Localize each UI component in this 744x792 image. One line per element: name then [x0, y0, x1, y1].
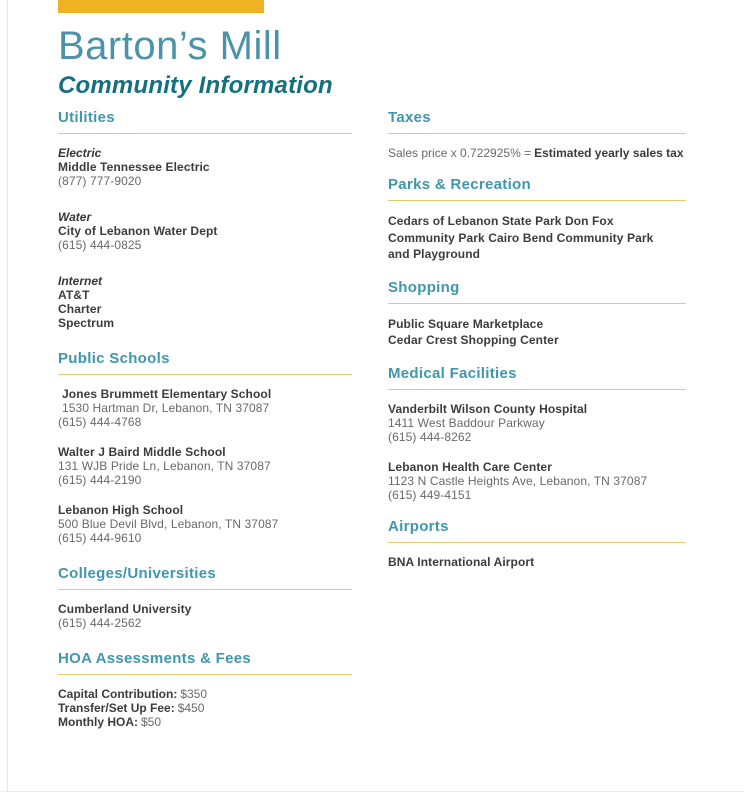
- section-underline: [58, 674, 352, 675]
- parks-heading: Parks & Recreation: [388, 176, 531, 193]
- formula-plain-part: Sales price x 0.722925% =: [388, 146, 532, 160]
- medical-heading: Medical Facilities: [388, 364, 517, 382]
- utilities-heading: Utilities: [58, 109, 115, 126]
- utility-provider-name: City of Lebanon Water Dept: [58, 224, 218, 238]
- section-utilities: [58, 109, 352, 330]
- hoa-heading: HOA Assessments & Fees: [58, 650, 252, 667]
- section-underline: [58, 374, 352, 375]
- fee-value: $350: [180, 687, 208, 701]
- facility-address: 1411 West Baddour Parkway: [388, 415, 545, 430]
- section-underline: [388, 542, 686, 543]
- internet-provider: Charter: [58, 302, 102, 316]
- section-underline: [388, 389, 686, 390]
- school-address: 1530 Hartman Dr, Lebanon, TN 37087: [62, 401, 270, 415]
- medical-content: [388, 402, 686, 502]
- fee-value: $450: [177, 701, 205, 715]
- college-phone: (615) 444-2562: [58, 616, 142, 630]
- fee-label: Capital Contribution:: [58, 687, 178, 701]
- utility-type-label: Water: [58, 210, 92, 224]
- public-schools-heading: Public Schools: [58, 350, 170, 367]
- sales-tax-formula: [388, 146, 686, 160]
- shopping-content: [388, 316, 686, 349]
- school-name: Jones Brummett Elementary School: [62, 387, 272, 401]
- medical-entry: [388, 460, 686, 502]
- school-name: Lebanon High School: [58, 503, 184, 517]
- airports-content: [388, 555, 686, 569]
- content-columns: [58, 109, 686, 729]
- section-shopping: [388, 279, 686, 349]
- facility-name: Lebanon Health Care Center: [388, 459, 552, 474]
- school-name: Walter J Baird Middle School: [58, 445, 226, 459]
- section-underline: [388, 303, 686, 304]
- left-column: [58, 109, 352, 729]
- utilities-content: [58, 146, 352, 330]
- parks-content: [388, 213, 686, 263]
- parks-list-line: Cedars of Lebanon State Park Don Fox: [388, 214, 614, 228]
- utility-electric: [58, 146, 352, 188]
- utility-provider-name: Middle Tennessee Electric: [58, 160, 210, 174]
- fee-label: Monthly HOA:: [58, 715, 138, 729]
- section-medical: [388, 365, 686, 502]
- section-colleges: [58, 565, 352, 630]
- utility-type-label: Internet: [58, 274, 103, 288]
- school-phone: (615) 444-4768: [58, 415, 142, 429]
- section-underline: [58, 589, 352, 590]
- section-underline: [388, 200, 686, 201]
- utility-phone: (615) 444-0825: [58, 238, 142, 252]
- hoa-fee-line: [58, 701, 352, 715]
- public-schools-content: [58, 387, 352, 545]
- hoa-fee-line: [58, 687, 352, 701]
- facility-address: 1123 N Castle Heights Ave, Lebanon, TN 37087: [388, 473, 648, 488]
- section-taxes: [388, 109, 686, 160]
- school-phone: (615) 444-2190: [58, 473, 142, 487]
- facility-phone: (615) 449-4151: [388, 487, 472, 502]
- shopping-heading: Shopping: [388, 278, 460, 296]
- page-title: Barton’s Mill: [58, 24, 282, 68]
- utility-internet: [58, 274, 352, 330]
- accent-bar: [58, 0, 264, 13]
- fee-label: Transfer/Set Up Fee:: [58, 701, 175, 715]
- section-underline: [388, 133, 686, 134]
- colleges-content: [58, 602, 352, 630]
- section-underline: [58, 133, 352, 134]
- school-address: 131 WJB Pride Ln, Lebanon, TN 37087: [58, 459, 271, 473]
- school-entry: [58, 387, 352, 429]
- colleges-heading: Colleges/Universities: [58, 565, 217, 582]
- airports-heading: Airports: [388, 517, 449, 535]
- facility-name: Vanderbilt Wilson County Hospital: [388, 401, 588, 416]
- taxes-heading: Taxes: [388, 109, 431, 126]
- page-subtitle: Community Information: [58, 72, 333, 99]
- school-address: 500 Blue Devil Blvd, Lebanon, TN 37087: [58, 517, 279, 531]
- medical-entry: [388, 402, 686, 444]
- utility-phone: (877) 777-9020: [58, 174, 142, 188]
- parks-list-line: Community Park Cairo Bend Community Park: [388, 230, 654, 245]
- shopping-place: Public Square Marketplace: [388, 316, 544, 331]
- shopping-place: Cedar Crest Shopping Center: [388, 333, 559, 347]
- college-name: Cumberland University: [58, 602, 192, 616]
- school-entry: [58, 445, 352, 487]
- fee-value: $50: [141, 715, 162, 729]
- hoa-content: [58, 687, 352, 729]
- section-public-schools: [58, 350, 352, 545]
- internet-provider: AT&T: [58, 288, 90, 302]
- formula-bold-part: Estimated yearly sales tax: [534, 146, 684, 160]
- school-entry: [58, 503, 352, 545]
- airport-name: BNA International Airport: [388, 554, 535, 569]
- utility-type-label: Electric: [58, 146, 102, 160]
- parks-list-line: and Playground: [388, 247, 481, 261]
- hoa-fee-line: [58, 715, 352, 729]
- utility-water: [58, 210, 352, 252]
- college-entry: [58, 602, 352, 630]
- facility-phone: (615) 444-8262: [388, 429, 472, 444]
- section-hoa-fees: [58, 650, 352, 729]
- taxes-content: [388, 146, 686, 160]
- page-edge-line: [7, 0, 8, 791]
- section-parks: [388, 176, 686, 263]
- right-column: [388, 109, 686, 569]
- school-phone: (615) 444-9610: [58, 531, 142, 545]
- section-airports: [388, 518, 686, 569]
- internet-provider: Spectrum: [58, 316, 115, 330]
